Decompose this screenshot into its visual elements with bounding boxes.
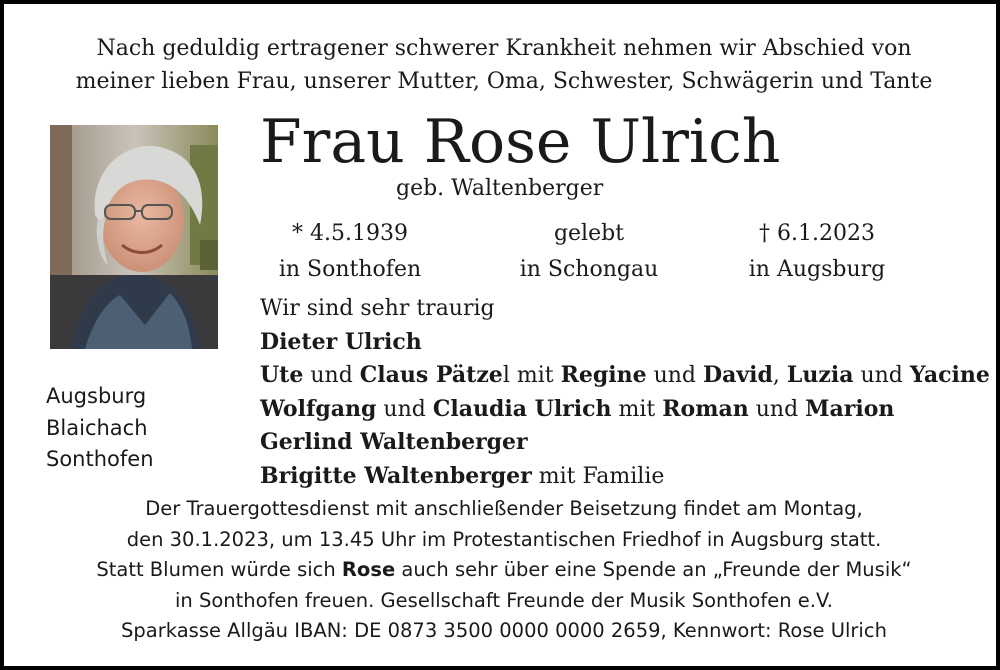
connector-text: , — [772, 363, 787, 388]
mourner-name: Luzia — [786, 362, 854, 388]
mourners-list — [260, 293, 990, 493]
service-info — [4, 494, 1000, 647]
intro-line-2: meiner lieben Frau, unserer Mutter, Oma, Schwester, Schwägerin und Tante — [75, 69, 933, 94]
donation-line-2: in Sonthofen freuen. Gesellschaft Freunde der Musik Sonthofen e.V. — [175, 588, 833, 612]
portrait-photo — [50, 125, 218, 349]
birth-date: * 4.5.1939 — [292, 221, 408, 246]
mourner-line — [260, 426, 990, 460]
bank-details: Sparkasse Allgäu IBAN: DE 0873 3500 0000 0000 2659, Kennwort: Rose Ulrich — [121, 619, 887, 642]
intro-text — [4, 32, 1000, 98]
connector-text: und — [748, 396, 806, 422]
birth-name: geb. Waltenberger — [396, 176, 604, 201]
donation-text: auch sehr über eine Spende an „Freunde der Musik“ — [395, 558, 912, 581]
mourner-name: Gerlind Waltenberger — [260, 429, 528, 455]
donation-name: Rose — [341, 558, 396, 581]
deceased-name: Frau Rose Ulrich — [260, 107, 781, 177]
mourners-intro: Wir sind sehr traurig — [260, 296, 495, 321]
mourner-name: Claus Pätze — [359, 362, 503, 388]
place-item: Blaichach — [46, 415, 148, 440]
mourner-line — [260, 359, 990, 393]
connector-text: mit — [611, 396, 663, 422]
mourner-name: David — [703, 362, 773, 388]
lived-place: in Schongau — [519, 257, 659, 282]
donation-line-1 — [4, 555, 1000, 586]
birth-place: in Sonthofen — [278, 257, 422, 282]
mourner-line — [260, 460, 990, 494]
death-date: † 6.1.2023 — [759, 221, 875, 246]
connector-text: mit Familie — [531, 463, 665, 489]
service-line-1: Der Trauergottesdienst mit anschließender Beisetzung findet am Montag, — [145, 497, 863, 520]
death-info — [737, 216, 897, 288]
mourner-name: Marion — [805, 395, 895, 422]
connector-text: l mit — [502, 363, 561, 388]
mourner-name: Brigitte Waltenberger — [260, 462, 532, 489]
place-item: Augsburg — [46, 384, 147, 408]
death-place: in Augsburg — [748, 257, 886, 282]
mourner-line — [260, 326, 990, 360]
places-list — [46, 381, 154, 476]
mourner-name: Wolfgang — [260, 395, 377, 422]
place-item: Sonthofen — [46, 447, 154, 471]
mourner-name: Ute — [260, 362, 304, 388]
lived-info — [509, 216, 669, 288]
donation-text: Statt Blumen würde sich — [96, 558, 342, 581]
mourner-name: Claudia Ulrich — [432, 395, 612, 422]
mourner-name: Regine — [560, 362, 647, 388]
mourner-name: Dieter Ulrich — [260, 328, 422, 355]
portrait-image — [50, 125, 218, 349]
mourner-name: Roman — [662, 395, 749, 422]
lived-label: gelebt — [553, 221, 625, 246]
connector-text: und — [646, 363, 704, 388]
connector-text: und — [853, 363, 910, 388]
service-line-2: den 30.1.2023, um 13.45 Uhr im Protestantischen Friedhof in Augsburg statt. — [126, 527, 882, 551]
mourner-line — [260, 393, 990, 427]
intro-line-1: Nach geduldig ertragener schwerer Krankheit nehmen wir Abschied von — [96, 36, 912, 61]
connector-text: und — [376, 396, 433, 422]
birth-info — [270, 216, 430, 288]
connector-text: und — [303, 363, 360, 388]
mourner-name: Yacine — [909, 362, 990, 388]
